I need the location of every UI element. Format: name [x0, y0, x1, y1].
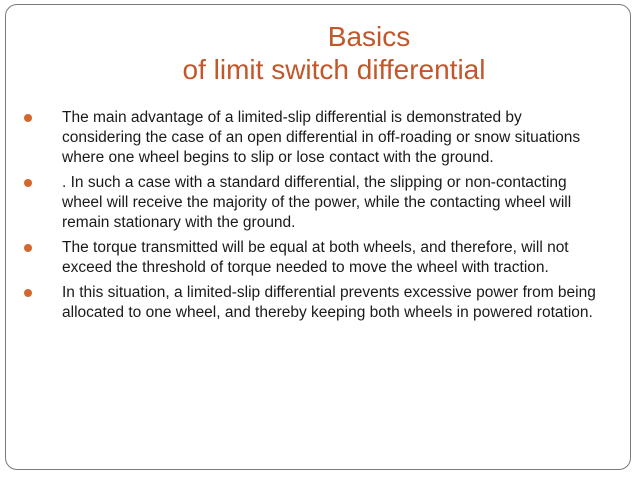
bullet-icon	[24, 179, 32, 187]
bullet-icon	[24, 289, 32, 297]
bullet-text: In this situation, a limited-slip differential prevents excessive power from being allocated to one wheel, and thereby keeping both wheels in powered rotation.	[62, 284, 596, 321]
bullet-item	[24, 173, 604, 233]
bullet-icon	[24, 114, 32, 122]
bullet-text: The main advantage of a limited-slip differential is demonstrated by considering the case of an open differential in off-roading or snow situations where one wheel begins to slip or lose contact with the ground.	[62, 109, 581, 166]
slide-title	[0, 20, 638, 86]
bullet-text: The torque transmitted will be equal at both wheels, and therefore, will not exceed the threshold of torque needed to move the wheel with traction.	[62, 239, 569, 276]
bullet-item	[24, 283, 604, 323]
title-line-1: Basics	[327, 21, 411, 52]
bullet-icon	[24, 244, 32, 252]
bullet-item	[24, 108, 604, 168]
bullet-item	[24, 238, 604, 278]
title-line-2: of limit switch differential	[182, 54, 486, 85]
bullet-text: . In such a case with a standard differential, the slipping or non-contacting wheel will receive the majority of the power, while the contacting wheel will remain stationary with the ground.	[62, 174, 572, 231]
bullet-list	[24, 108, 604, 328]
